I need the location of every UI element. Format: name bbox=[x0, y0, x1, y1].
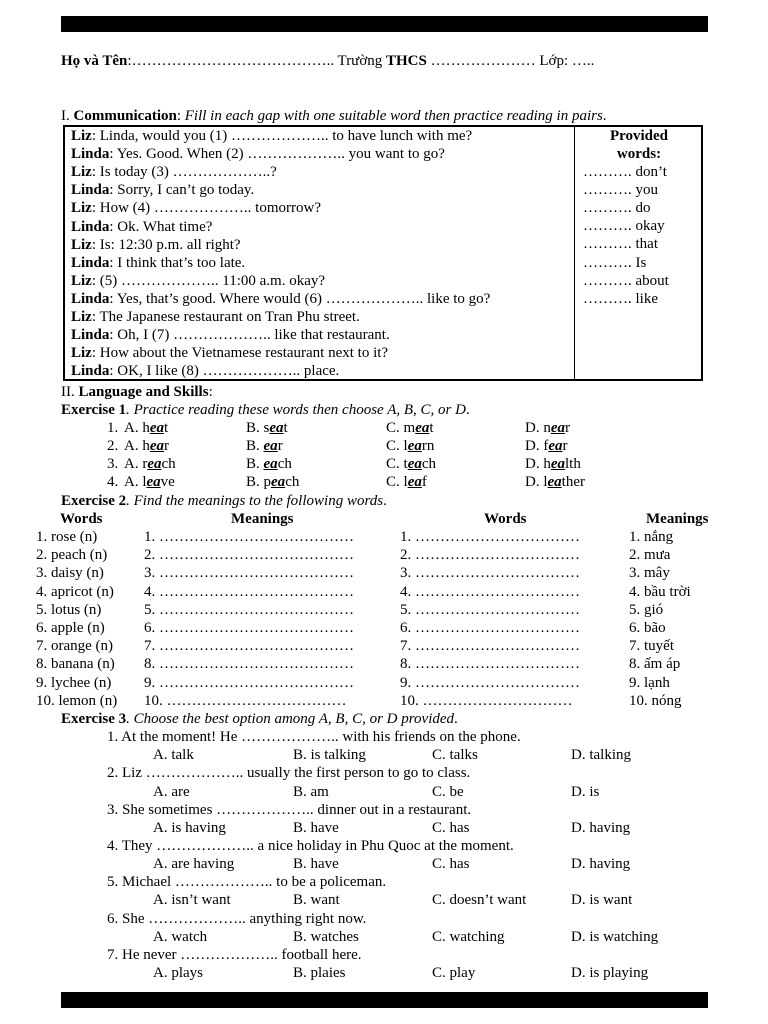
dialogue-text[interactable]: : Is: 12:30 p.m. all right? bbox=[91, 236, 241, 253]
dialogue-text[interactable]: : The Japanese restaurant on Tran Phu street. bbox=[91, 309, 360, 325]
bottom-border-bar bbox=[61, 992, 708, 1008]
dialogue-speaker: Linda bbox=[71, 146, 110, 163]
answer-option[interactable]: A. are bbox=[153, 783, 190, 800]
answer-option[interactable]: B. have bbox=[293, 856, 339, 873]
option-prefix: C. t bbox=[386, 456, 408, 472]
school-class-blank[interactable]: ………………… Lớp: ….. bbox=[426, 53, 595, 69]
question-text: 3. She sometimes ……………….. dinner out in a restaurant. bbox=[107, 801, 472, 818]
meaning-blank[interactable]: 7. ………………………………… bbox=[144, 638, 354, 655]
option-suffix: r bbox=[565, 420, 571, 436]
underlined-letters: ea bbox=[550, 456, 566, 472]
answer-option[interactable]: A. plays bbox=[153, 965, 203, 981]
answer-option[interactable] bbox=[246, 473, 299, 491]
vocab-meaning: 5. gió bbox=[629, 601, 664, 618]
word-blank[interactable]: 8. …………………………… bbox=[400, 656, 580, 673]
answer-option[interactable] bbox=[386, 473, 427, 491]
word-blank[interactable]: 9. …………………………… bbox=[400, 674, 580, 691]
dialogue-speaker: Liz bbox=[71, 128, 92, 144]
underlined-letters: ea bbox=[415, 420, 430, 436]
dialogue-line bbox=[71, 272, 325, 290]
meaning-blank[interactable]: 4. ………………………………… bbox=[144, 583, 354, 600]
answer-option[interactable]: D. is watching bbox=[571, 928, 659, 945]
answer-option[interactable] bbox=[124, 437, 169, 455]
meaning-blank[interactable]: 5. ………………………………… bbox=[144, 601, 354, 618]
vocab-word: 4. apricot (n) bbox=[36, 583, 114, 600]
answer-option[interactable] bbox=[386, 455, 436, 473]
question-text: 6. She ……………….. anything right now. bbox=[107, 910, 367, 927]
answer-option[interactable]: B. am bbox=[293, 783, 329, 800]
answer-option[interactable] bbox=[124, 455, 176, 473]
col-header-meanings-2: Meanings bbox=[646, 511, 709, 527]
dialogue-line bbox=[71, 127, 472, 145]
option-prefix: B. bbox=[246, 438, 264, 454]
section-2-heading: II. Language and Skills: bbox=[61, 384, 213, 400]
vocab-meaning: 1. nắng bbox=[629, 529, 674, 545]
dialogue-speaker: Linda bbox=[71, 290, 110, 307]
vocab-meaning: 4. bầu trời bbox=[629, 583, 691, 600]
option-suffix: r bbox=[164, 438, 170, 454]
option-suffix: r bbox=[277, 438, 283, 454]
vocab-word: 9. lychee (n) bbox=[36, 674, 112, 691]
answer-option[interactable]: D. is want bbox=[571, 892, 633, 909]
exercise-2-heading: Exercise 2. Find the meanings to the following words. bbox=[61, 493, 387, 509]
vocab-word: 3. daisy (n) bbox=[36, 565, 104, 582]
answer-option[interactable]: C. be bbox=[432, 783, 464, 800]
name-label: Họ và Tên bbox=[61, 53, 128, 69]
option-prefix: A. h bbox=[124, 420, 150, 436]
underlined-letters: ea bbox=[548, 438, 563, 454]
meaning-blank[interactable]: 10. ……………………………… bbox=[144, 692, 347, 709]
dialogue-line bbox=[71, 254, 245, 272]
option-prefix: B. s bbox=[246, 420, 270, 436]
exercise-1-label: Exercise 1 bbox=[61, 402, 127, 418]
section-2-title: Language and Skills bbox=[78, 384, 209, 400]
answer-option[interactable] bbox=[525, 437, 568, 455]
dialogue-speaker: Liz bbox=[71, 236, 92, 253]
dialogue-text[interactable]: : (5) ……………….. 11:00 a.m. okay? bbox=[91, 272, 326, 289]
provided-word: ………. that bbox=[583, 236, 658, 253]
answer-option[interactable]: A. watch bbox=[153, 928, 208, 945]
section-1-title: Communication bbox=[73, 108, 177, 124]
dialogue-text[interactable]: : OK, I like (8) ……………….. place. bbox=[109, 363, 340, 380]
answer-option[interactable]: D. talking bbox=[571, 747, 631, 764]
option-prefix: D. l bbox=[525, 474, 548, 490]
dialogue-line bbox=[71, 290, 490, 308]
option-suffix: t bbox=[164, 420, 169, 436]
question-text: 2. Liz ……………….. usually the first person to go to class. bbox=[107, 765, 471, 782]
answer-option[interactable]: C. talks bbox=[432, 747, 478, 764]
underlined-letters: ea bbox=[149, 438, 165, 454]
answer-option[interactable]: C. watching bbox=[432, 928, 505, 945]
option-prefix: D. f bbox=[525, 438, 549, 454]
exercise-1-instruction: . Practice reading these words then choose A, B, C, or D bbox=[126, 402, 466, 418]
option-suffix: lth bbox=[565, 456, 581, 472]
dialogue-text[interactable]: : How about the Vietnamese restaurant next to it? bbox=[91, 345, 389, 362]
question-number: 1. bbox=[107, 420, 119, 436]
answer-option[interactable]: B. is talking bbox=[293, 747, 366, 764]
question-text: 5. Michael ……………….. to be a policeman. bbox=[107, 874, 387, 891]
dialogue-line bbox=[71, 236, 241, 254]
option-prefix: C. m bbox=[386, 420, 416, 436]
answer-option[interactable]: B. plaies bbox=[293, 965, 346, 981]
dialogue-line bbox=[71, 199, 321, 217]
answer-option[interactable]: B. watches bbox=[293, 928, 359, 945]
vocab-meaning: 9. lạnh bbox=[629, 674, 670, 691]
option-suffix: ve bbox=[160, 474, 175, 490]
meaning-blank[interactable]: 6. ………………………………… bbox=[144, 620, 354, 636]
exercise-2-instruction: . Find the meanings to the following words bbox=[126, 493, 384, 509]
section-1-instruction: Fill in each gap with one suitable word then practice reading in pairs bbox=[184, 108, 603, 124]
question-number: 2. bbox=[107, 438, 119, 454]
top-border-bar bbox=[61, 16, 708, 32]
dialogue-speaker: Linda bbox=[71, 363, 110, 380]
dialogue-text[interactable]: : I think that’s too late. bbox=[109, 254, 246, 271]
col-header-words-2: Words bbox=[484, 511, 527, 527]
dialogue-text[interactable]: : Yes, that’s good. Where would (6) ……………….. like to go? bbox=[109, 290, 491, 307]
section-1-heading: I. Communication: Fill in each gap with one suitable word then practice reading in pairs. bbox=[61, 108, 607, 124]
dialogue-line bbox=[71, 326, 390, 344]
vocab-word: 2. peach (n) bbox=[36, 547, 108, 564]
option-prefix: C. l bbox=[386, 474, 408, 490]
vocab-word: 10. lemon (n) bbox=[36, 692, 118, 709]
dialogue-speaker: Liz bbox=[71, 309, 92, 325]
name-blank[interactable]: :………………………………….. Trường bbox=[127, 53, 386, 69]
provided-word: ………. like bbox=[583, 290, 658, 307]
dialogue-text[interactable]: : Linda, would you (1) ……………….. to have lunch with me? bbox=[91, 128, 473, 144]
option-prefix: A. l bbox=[124, 474, 147, 490]
option-suffix: ch bbox=[277, 456, 292, 472]
dialogue-speaker: Linda bbox=[71, 182, 110, 199]
option-prefix: C. l bbox=[386, 438, 408, 454]
provided-word: ………. okay bbox=[583, 218, 665, 235]
answer-option[interactable] bbox=[246, 419, 288, 437]
word-blank[interactable]: 5. …………………………… bbox=[400, 601, 580, 618]
dialogue-speaker: Linda bbox=[71, 218, 110, 235]
option-suffix: ch bbox=[421, 456, 437, 472]
option-prefix: B. bbox=[246, 456, 264, 472]
question-text: 4. They ……………….. a nice holiday in Phu Quoc at the moment. bbox=[107, 837, 514, 854]
meaning-blank[interactable]: 3. ………………………………… bbox=[144, 565, 354, 582]
word-blank[interactable]: 3. …………………………… bbox=[400, 565, 580, 582]
underlined-letters: ea bbox=[263, 438, 278, 454]
vocab-meaning: 3. mây bbox=[629, 565, 670, 582]
provided-word: ………. don’t bbox=[583, 164, 667, 180]
meaning-blank[interactable]: 9. ………………………………… bbox=[144, 674, 354, 691]
dialogue-speaker: Liz bbox=[71, 200, 92, 217]
vocab-meaning: 8. ấm áp bbox=[629, 656, 681, 673]
dialogue-speaker: Liz bbox=[71, 345, 92, 362]
student-info-line bbox=[61, 52, 594, 70]
option-suffix: r bbox=[562, 438, 568, 454]
provided-word: ………. about bbox=[583, 272, 669, 289]
col-header-meanings-1: Meanings bbox=[231, 511, 294, 527]
option-prefix: B. p bbox=[246, 474, 272, 490]
word-blank[interactable]: 1. …………………………… bbox=[400, 529, 580, 545]
provided-word: ………. you bbox=[583, 182, 658, 199]
option-suffix: rn bbox=[421, 438, 435, 454]
answer-option[interactable]: D. is playing bbox=[571, 965, 649, 981]
underlined-letters: ea bbox=[269, 420, 284, 436]
underlined-letters: ea bbox=[147, 456, 162, 472]
answer-option[interactable] bbox=[525, 455, 581, 473]
meaning-blank[interactable]: 1. ………………………………… bbox=[144, 529, 354, 545]
dialogue-table-divider bbox=[574, 125, 575, 381]
vocab-word: 5. lotus (n) bbox=[36, 601, 102, 618]
answer-option[interactable]: A. talk bbox=[153, 747, 194, 764]
underlined-letters: ea bbox=[407, 474, 422, 490]
dialogue-text[interactable]: : How (4) ……………….. tomorrow? bbox=[91, 200, 321, 217]
provided-word: ………. do bbox=[583, 200, 651, 217]
option-suffix: t bbox=[283, 420, 288, 436]
question-number: 3. bbox=[107, 456, 119, 472]
answer-option[interactable] bbox=[525, 473, 585, 491]
meaning-blank[interactable]: 2. ………………………………… bbox=[144, 547, 354, 564]
exercise-3-instruction: . Choose the best option among A, B, C, or D provided bbox=[126, 711, 455, 727]
dialogue-line bbox=[71, 344, 388, 362]
provided-words-title: Provided bbox=[609, 128, 669, 144]
answer-option[interactable]: C. play bbox=[432, 965, 476, 981]
dialogue-speaker: Linda bbox=[71, 327, 110, 344]
vocab-meaning: 7. tuyết bbox=[629, 638, 674, 655]
word-blank[interactable]: 2. …………………………… bbox=[400, 547, 580, 564]
answer-option[interactable] bbox=[124, 419, 168, 437]
dialogue-text[interactable]: : Sorry, I can’t go today. bbox=[109, 182, 255, 199]
vocab-word: 7. orange (n) bbox=[36, 638, 114, 655]
option-prefix: A. r bbox=[124, 456, 148, 472]
answer-option[interactable]: B. want bbox=[293, 892, 340, 909]
answer-option[interactable]: D. having bbox=[571, 856, 631, 873]
answer-option[interactable]: C. doesn’t want bbox=[432, 892, 527, 909]
option-prefix: A. h bbox=[124, 438, 150, 454]
underlined-letters: ea bbox=[146, 474, 161, 490]
dialogue-line bbox=[71, 163, 277, 181]
dialogue-text[interactable]: : Is today (3) ………………..? bbox=[91, 164, 277, 181]
answer-option[interactable]: A. are having bbox=[153, 856, 235, 873]
underlined-letters: ea bbox=[550, 420, 566, 436]
answer-option[interactable]: C. has bbox=[432, 819, 470, 836]
dialogue-text[interactable]: : Ok. What time? bbox=[109, 218, 213, 235]
option-suffix: t bbox=[429, 420, 434, 436]
exercise-3-heading: Exercise 3. Choose the best option among A, B, C, or D provided. bbox=[61, 711, 458, 727]
dialogue-line bbox=[71, 362, 339, 380]
school-label: THCS bbox=[386, 53, 427, 69]
question-number: 4. bbox=[107, 474, 119, 490]
option-prefix: D. n bbox=[525, 420, 551, 436]
underlined-letters: ea bbox=[263, 456, 278, 472]
exercise-3-label: Exercise 3 bbox=[61, 711, 127, 727]
option-suffix: f bbox=[421, 474, 427, 490]
dialogue-line bbox=[71, 218, 212, 236]
exercise-1-heading: Exercise 1. Practice reading these words then choose A, B, C, or D. bbox=[61, 402, 470, 418]
answer-option[interactable] bbox=[124, 473, 175, 491]
answer-option[interactable] bbox=[525, 419, 570, 437]
col-header-words-1: Words bbox=[60, 511, 103, 527]
answer-option[interactable]: D. is bbox=[571, 783, 600, 800]
option-prefix: D. h bbox=[525, 456, 551, 472]
provided-words-title-2: words: bbox=[616, 146, 662, 162]
underlined-letters: ea bbox=[407, 456, 422, 472]
answer-option[interactable]: D. having bbox=[571, 819, 631, 836]
word-blank[interactable]: 4. …………………………… bbox=[400, 583, 580, 600]
vocab-meaning: 2. mưa bbox=[629, 547, 671, 564]
option-suffix: ther bbox=[561, 474, 585, 490]
vocab-meaning: 6. bão bbox=[629, 620, 666, 636]
question-text: 1. At the moment! He ……………….. with his friends on the phone. bbox=[107, 729, 521, 745]
vocab-word: 8. banana (n) bbox=[36, 656, 115, 673]
answer-option[interactable] bbox=[246, 455, 292, 473]
underlined-letters: ea bbox=[271, 474, 286, 490]
dialogue-speaker: Liz bbox=[71, 164, 92, 181]
exercise-2-label: Exercise 2 bbox=[61, 493, 127, 509]
underlined-letters: ea bbox=[547, 474, 562, 490]
vocab-word: 6. apple (n) bbox=[36, 620, 105, 636]
answer-option[interactable]: A. is having bbox=[153, 819, 226, 836]
answer-option[interactable]: A. isn’t want bbox=[153, 892, 231, 909]
answer-option[interactable]: C. has bbox=[432, 856, 470, 873]
answer-option[interactable] bbox=[386, 437, 434, 455]
answer-option[interactable]: B. have bbox=[293, 819, 339, 836]
answer-option[interactable] bbox=[386, 419, 434, 437]
dialogue-text[interactable]: : Oh, I (7) ……………….. like that restaurant. bbox=[109, 327, 390, 344]
underlined-letters: ea bbox=[407, 438, 422, 454]
word-blank[interactable]: 10. ………………………… bbox=[400, 692, 573, 709]
dialogue-speaker: Liz bbox=[71, 272, 92, 289]
provided-word: ………. Is bbox=[583, 254, 647, 271]
dialogue-speaker: Linda bbox=[71, 254, 110, 271]
option-suffix: ch bbox=[285, 474, 300, 490]
dialogue-line bbox=[71, 145, 445, 163]
vocab-word: 1. rose (n) bbox=[36, 529, 98, 545]
meaning-blank[interactable]: 8. ………………………………… bbox=[144, 656, 354, 673]
underlined-letters: ea bbox=[149, 420, 165, 436]
dialogue-line bbox=[71, 308, 360, 326]
answer-option[interactable] bbox=[246, 437, 283, 455]
dialogue-line bbox=[71, 181, 254, 199]
question-text: 7. He never ……………….. football here. bbox=[107, 946, 362, 963]
option-suffix: ch bbox=[161, 456, 176, 472]
vocab-meaning: 10. nóng bbox=[629, 692, 682, 709]
word-blank[interactable]: 7. …………………………… bbox=[400, 638, 580, 655]
dialogue-text[interactable]: : Yes. Good. When (2) ……………….. you want to go? bbox=[109, 146, 445, 163]
word-blank[interactable]: 6. …………………………… bbox=[400, 620, 580, 636]
